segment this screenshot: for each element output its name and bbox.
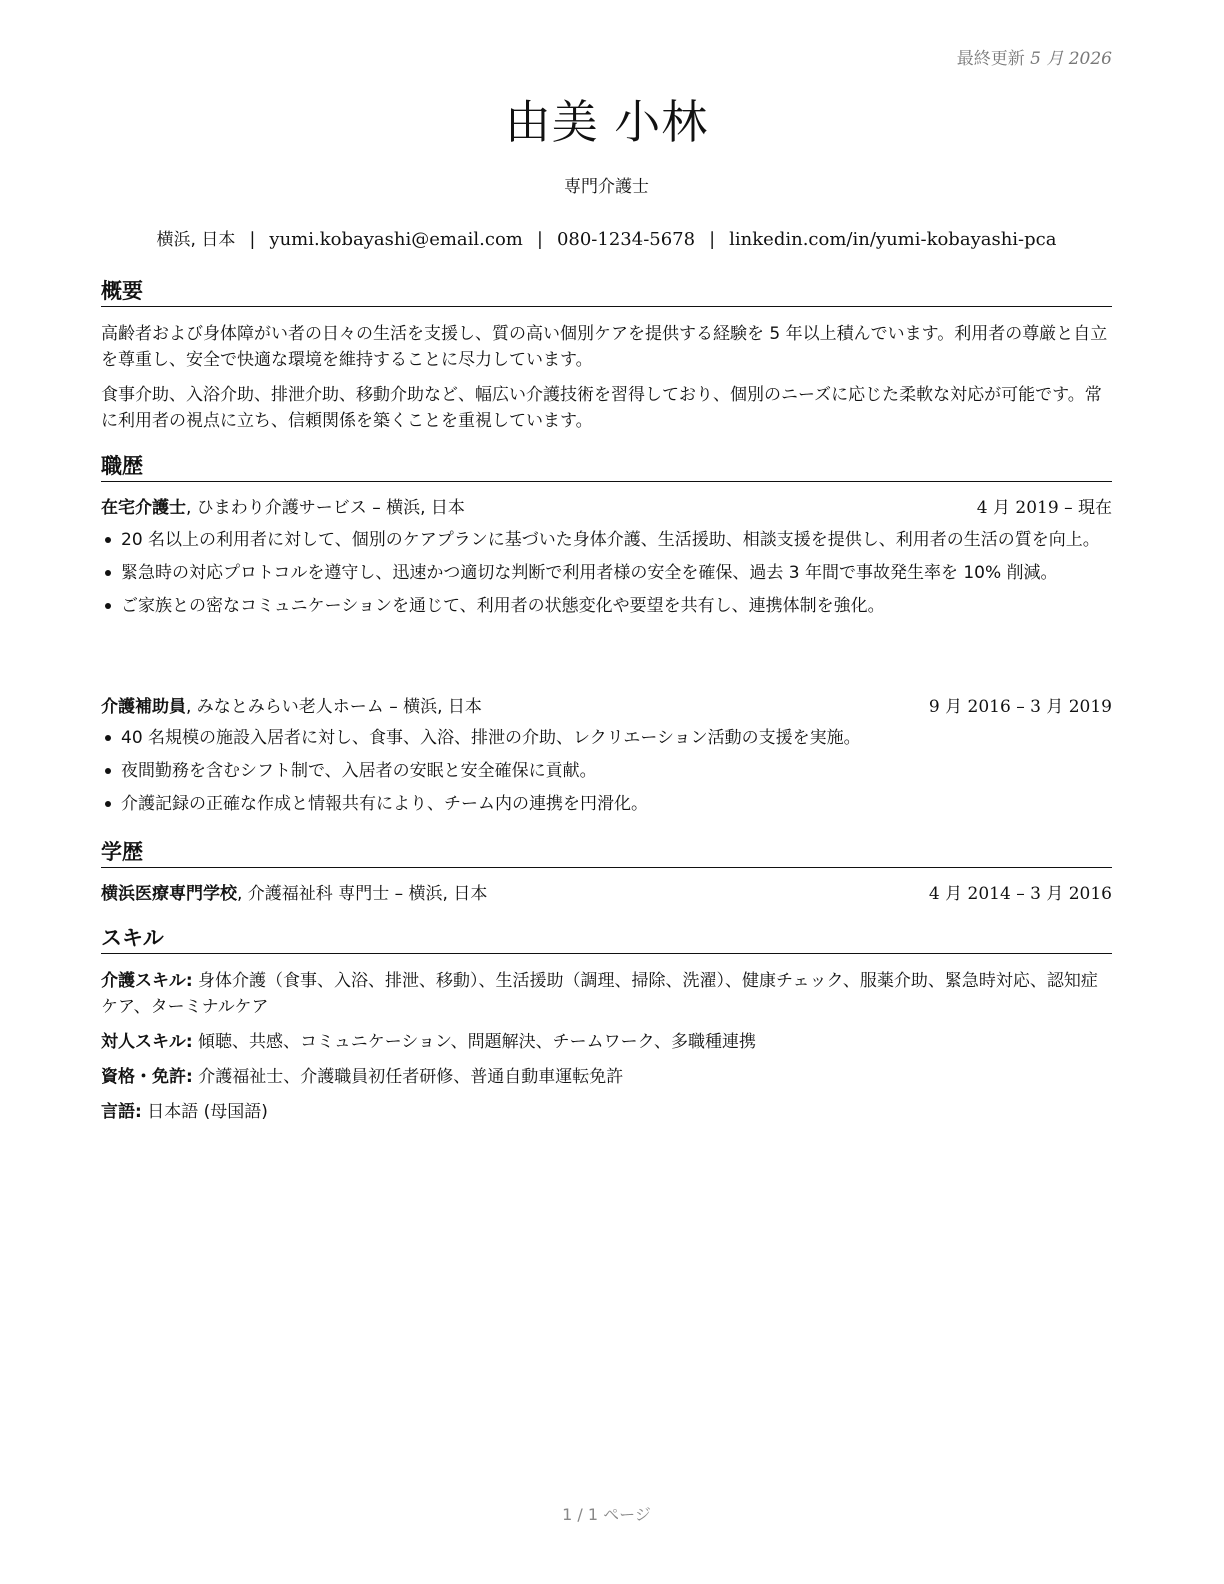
job-header xyxy=(101,694,1112,720)
list-item: ご家族との密なコミュニケーションを通じて、利用者の状態変化や要望を共有し、連携体制を強化。 xyxy=(101,593,1112,619)
skill-line xyxy=(101,1099,1112,1125)
job-date: 4 月 2019 – 現在 xyxy=(976,498,1112,518)
job-org: , みなとみらい老人ホーム – 横浜, 日本 xyxy=(186,697,482,717)
skill-label: 資格・免許: xyxy=(101,1067,193,1087)
skill-label: 介護スキル: xyxy=(101,971,193,991)
section-heading-experience: 職歴 xyxy=(101,452,1112,482)
skill-label: 対人スキル: xyxy=(101,1032,193,1052)
skill-line xyxy=(101,968,1112,1020)
contact-separator: | xyxy=(536,229,543,250)
list-item: 介護記録の正確な作成と情報共有により、チーム内の連携を円滑化。 xyxy=(101,791,1112,817)
job-header xyxy=(101,495,1112,521)
job-date: 9 月 2016 – 3 月 2019 xyxy=(928,697,1112,717)
list-item: 緊急時の対応プロトコルを遵守し、迅速かつ適切な判断で利用者様の安全を確保、過去 3 年間で事故発生率を 10% 削減。 xyxy=(101,560,1112,586)
section-heading-skills: スキル xyxy=(101,924,1112,954)
contact-line xyxy=(101,225,1112,250)
education-detail: , 介護福祉科 専門士 – 横浜, 日本 xyxy=(237,884,488,904)
page-indicator: 1 / 1 ページ xyxy=(562,1505,651,1524)
skill-value: 傾聴、共感、コミュニケーション、問題解決、チームワーク、多職種連携 xyxy=(192,1032,756,1052)
last-updated-date: 5 月 2026 xyxy=(1030,49,1112,69)
job-org: , ひまわり介護サービス – 横浜, 日本 xyxy=(186,498,465,518)
job-bullets xyxy=(101,527,1112,626)
skill-line xyxy=(101,1064,1112,1090)
job-bullets xyxy=(101,725,1112,824)
skill-value: 日本語 (母国語) xyxy=(141,1102,268,1122)
education-entry xyxy=(101,881,1112,907)
job-title: 専門介護士 xyxy=(564,177,649,197)
contact-separator: | xyxy=(249,229,256,250)
skill-value: 身体介護（食事、入浴、排泄、移動）、生活援助（調理、掃除、洗濯）、健康チェック、服薬介助、緊急時対応、認知症ケア、ターミナルケア xyxy=(101,971,1098,1017)
school-name: 横浜医療専門学校 xyxy=(101,884,237,904)
list-item: 20 名以上の利用者に対して、個別のケアプランに基づいた身体介護、生活援助、相談支援を提供し、利用者の生活の質を向上。 xyxy=(101,527,1112,553)
education-date: 4 月 2014 – 3 月 2016 xyxy=(928,884,1112,904)
summary-paragraph: 食事介助、入浴介助、排泄介助、移動介助など、幅広い介護技術を習得しており、個別のニーズに応じた柔軟な対応が可能です。常に利用者の視点に立ち、信頼関係を築くことを重視しています。 xyxy=(101,385,1102,431)
resume-page xyxy=(101,0,1112,1584)
contact-location: 横浜, 日本 xyxy=(156,230,236,250)
list-item: 40 名規模の施設入居者に対し、食事、入浴、排泄の介助、レクリエーション活動の支援を実施。 xyxy=(101,725,1112,751)
skill-value: 介護福祉士、介護職員初任者研修、普通自動車運転免許 xyxy=(192,1067,624,1087)
contact-email[interactable]: yumi.kobayashi@email.com xyxy=(269,229,523,250)
contact-phone[interactable]: 080-1234-5678 xyxy=(556,229,696,250)
last-updated xyxy=(957,44,1112,69)
contact-linkedin[interactable]: linkedin.com/in/yumi-kobayashi-pca xyxy=(729,229,1057,250)
contact-separator: | xyxy=(709,229,716,250)
last-updated-label: 最終更新 xyxy=(956,49,1025,69)
summary-paragraph: 高齢者および身体障がい者の日々の生活を支援し、質の高い個別ケアを提供する経験を 5 年以上積んでいます。利用者の尊厳と自立を尊重し、安全で快適な環境を維持することに尽力しています。 xyxy=(101,324,1108,370)
job-role: 在宅介護士 xyxy=(101,498,186,518)
section-heading-education: 学歴 xyxy=(101,838,1112,868)
job-role: 介護補助員 xyxy=(101,697,186,717)
section-heading-summary: 概要 xyxy=(101,277,1112,307)
candidate-name: 由美 小林 xyxy=(504,95,709,149)
skill-line xyxy=(101,1029,1112,1055)
skill-label: 言語: xyxy=(101,1102,142,1122)
list-item: 夜間勤務を含むシフト制で、入居者の安眠と安全確保に貢献。 xyxy=(101,758,1112,784)
